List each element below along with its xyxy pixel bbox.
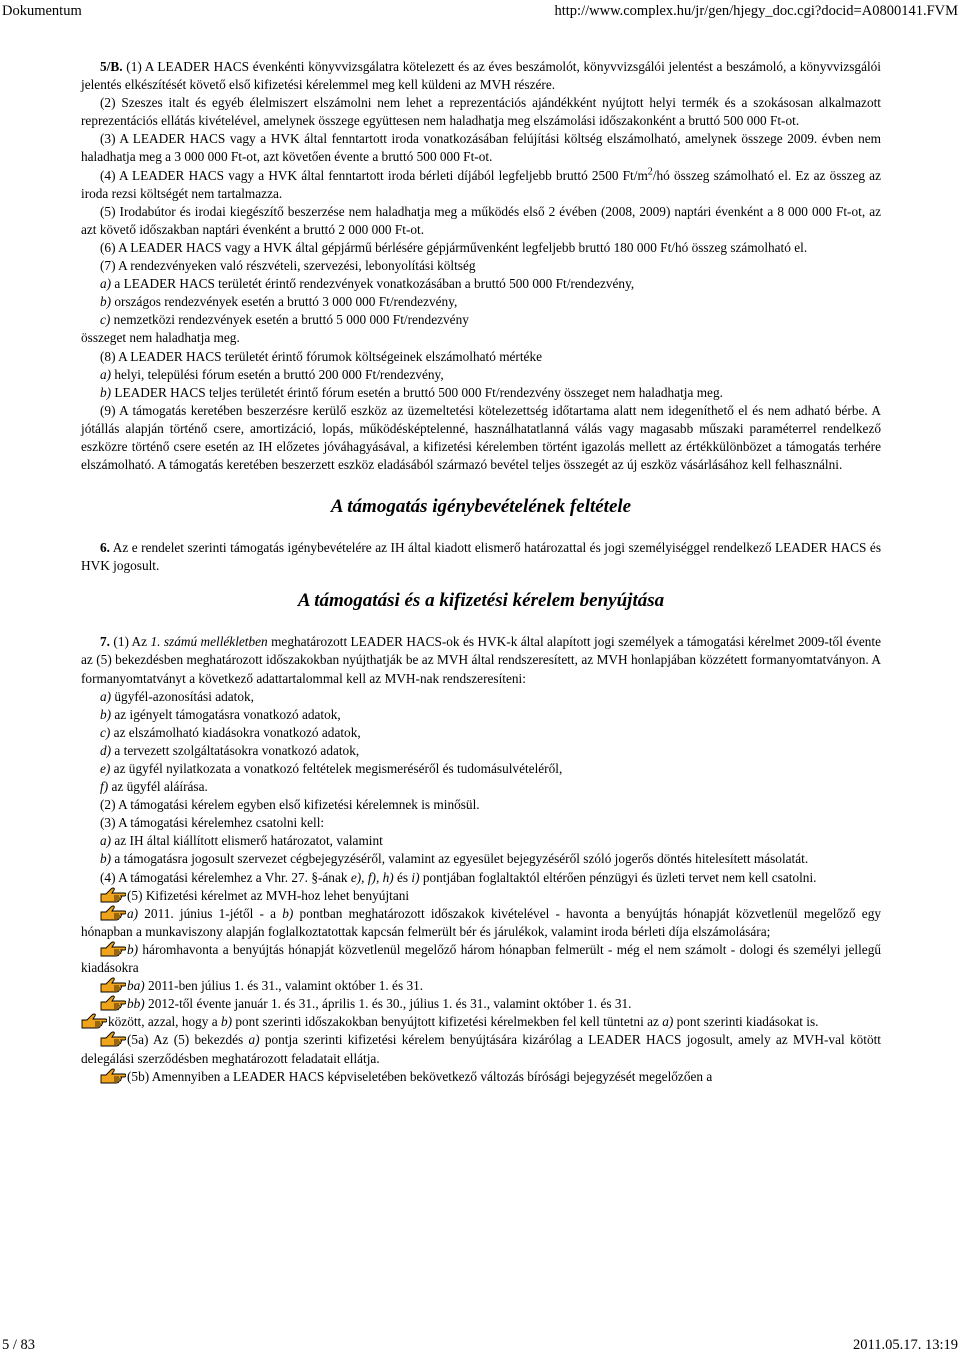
list-marker: c)	[100, 312, 111, 328]
closing-text-b: pont szerinti időszakokban benyújtott kifizetési kérelmekben fel kell tüntetni az	[232, 1014, 663, 1030]
list-item-text: a támogatásra jogosult szervezet cégbejegyzéséről, valamint az egyesület bejegyzéséről szóló jogerős döntés hitelesített másolatát.	[111, 851, 809, 867]
header-title: Dokumentum	[2, 3, 82, 19]
section-5b-paragraph-4	[81, 167, 881, 203]
section-7-paragraph-3: (3) A támogatási kérelemhez csatolni kell:	[100, 815, 325, 831]
section-7-item-a	[81, 688, 881, 706]
list-item-text: a tervezett szolgáltatásokra vonatkozó adatok,	[111, 742, 360, 758]
list-item-text: az elszámolható kiadásokra vonatkozó adatok,	[110, 724, 361, 740]
section-5b-p4-text-a: (4) A LEADER HACS vagy a HVK által fenntartott iroda bérleti díjából legfeljebb bruttó 2500 Ft/m	[100, 167, 648, 183]
section-7-p5-item-a	[81, 905, 881, 941]
document-body	[81, 58, 881, 1086]
page-number: 5 / 83	[2, 1337, 36, 1353]
section-7-p4-text-b: és	[393, 869, 412, 885]
list-marker: d)	[100, 742, 112, 758]
pointing-hand-icon	[81, 1013, 107, 1029]
section-5b-paragraph-9: (9) A támogatás keretében beszerzésre kerülő eszköz az üzemeltetési kötelezettség időtartama alatt nem idegeníthető el és nem adható bérbe. A jótállás alapján történő csere, amortizáció, lopás, működésképtelenné, használhatatlanná válás vagy magasabb műszaki paraméterrel rendelkező eszközre történő csere esetén az IH előzetes jóváhagyásával, a kifizetési kérelemben történt igazolás mellett az értékkülönbözet a támogatás terhére elszámolható. A támogatás keretében beszerzett eszköz eladásából származó bevétel teljes összegét az új eszköz vásárlásához kell felhasználni.	[81, 402, 881, 473]
section-6-paragraph	[81, 539, 881, 575]
page-footer	[0, 1333, 960, 1357]
pointing-hand-icon	[100, 905, 126, 921]
section-7-item-e	[81, 760, 881, 778]
section-5b-p7-item-b	[81, 293, 881, 311]
paragraph-5b-text: (5b) Amennyiben a LEADER HACS képviseletében bekövetkező változás bírósági bejegyzését megelőzően a	[127, 1068, 713, 1084]
section-heading-1: A támogatás igénybevételének feltétele	[330, 496, 632, 518]
list-marker: f)	[100, 779, 109, 795]
paragraph-5a-text-b: pontja szerinti kifizetési kérelem benyújtására kizárólag a LEADER HACS jogosult, amely az MVH-val kötött delegálási szerződésben meghatározott feladatait ellátja.	[81, 1032, 881, 1066]
section-7-p1-text-a: (1) Az	[109, 634, 151, 650]
section-5b-paragraph-5: (5) Irodabútor és irodai kiegészítő beszerzése nem haladhatja meg a működés első 2 évében (2008, 2009) naptári évenként a 8 000 000 Ft-ot, az azt követő időszakban naptári évenként a bruttó 2 000 000 Ft-ot.	[81, 203, 881, 237]
list-marker: bb)	[127, 996, 145, 1012]
section-5b-paragraph-8: (8) A LEADER HACS területét érintő fórumok költségeinek elszámolható mértéke	[100, 348, 543, 364]
section-5b-p4-text-b: /hó összeg számolható el. Ez az összeg az iroda rezsi költségét nem tartalmazza.	[81, 167, 881, 201]
section-7-number: 7.	[100, 634, 110, 650]
section-7-p4-text-c: pontjában foglaltaktól eltérően pénzügyi és üzleti tervet nem kell csatolni.	[419, 869, 817, 885]
pointing-hand-icon	[100, 977, 126, 993]
section-7-p5-item-b	[81, 941, 881, 977]
list-item-text: 2011-ben július 1. és 31., valamint október 1. és 31.	[144, 978, 424, 994]
list-item-text: 2011. június 1-jétől - a	[138, 905, 283, 921]
list-item-text: nemzetközi rendezvények esetén a bruttó 5 000 000 Ft/rendezvény	[110, 312, 469, 328]
section-6-number: 6.	[100, 540, 110, 556]
list-marker: b)	[100, 294, 112, 310]
page-header	[0, 0, 960, 22]
section-5b-paragraph-1	[81, 58, 881, 94]
section-7-paragraph-5a	[81, 1031, 881, 1067]
section-7-item-f	[81, 778, 881, 796]
list-item-text: LEADER HACS teljes területét érintő fórum esetén a bruttó 500 000 Ft/rendezvény összeget nem haladhatja meg.	[111, 384, 723, 400]
section-7-paragraph-1	[81, 633, 881, 687]
list-marker: a)	[100, 276, 112, 292]
list-marker: b)	[100, 851, 112, 867]
section-5b-p7-item-c	[81, 311, 881, 329]
section-7-p3-item-a	[81, 832, 881, 850]
section-7-p5-item-ba	[81, 977, 881, 995]
section-5b-p8-item-a	[81, 366, 881, 384]
point-reference: a)	[248, 1032, 260, 1048]
paragraph-5a-text-a: (5a) Az (5) bekezdés	[127, 1032, 249, 1048]
list-item-text: az ügyfél aláírása.	[108, 779, 208, 795]
section-5b-p1-text: (1) A LEADER HACS évenkénti könyvvizsgálatra kötelezett és az éves beszámolót, könyvvizsgálói jelentést a beszámoló, a könyvvizsgálói jelentés elkészítését követő első kifizetési kérelemmel meg kell küldeni az MVH részére.	[81, 59, 882, 93]
list-item-text: a LEADER HACS területét érintő rendezvények vonatkozásában a bruttó 500 000 Ft/rendezvény,	[111, 276, 635, 292]
list-item-text: pontban meghatározott időszakok kivételével - havonta a benyújtás hónapját közvetlenül megelőző egy hónapban a munkaviszony alapján foglalkoztatottak kapcsán felmerült bér és járulékok, valamint iroda bérleti díja elszámolására;	[81, 905, 881, 939]
list-item-text: az igényelt támogatásra vonatkozó adatok,	[111, 706, 341, 722]
list-item-text: az IH által kiállított elismerő határozatot, valamint	[111, 833, 383, 849]
pointing-hand-icon	[100, 1068, 126, 1084]
section-7-p3-item-b	[81, 850, 881, 868]
section-7-item-d	[81, 742, 881, 760]
list-item-text: ügyfél-azonosítási adatok,	[111, 688, 254, 704]
list-item-text: helyi, települési fórum esetén a bruttó 200 000 Ft/rendezvény,	[111, 366, 444, 382]
list-item-text: háromhavonta a benyújtás hónapját közvetlenül megelőző három hónapban felmerült - még el nem számolt - dologi és személyi jellegű kiadásokra	[81, 941, 881, 976]
header-url: http://www.complex.hu/jr/gen/hjegy_doc.cgi?docid=A0800141.FVM	[554, 3, 958, 19]
point-reference: e), f), h)	[350, 869, 394, 885]
point-reference: b)	[282, 905, 294, 921]
list-marker: a)	[100, 833, 112, 849]
list-marker: a)	[100, 366, 112, 382]
point-reference: a)	[662, 1014, 674, 1030]
pointing-hand-icon	[100, 941, 126, 957]
section-7-item-c	[81, 724, 881, 742]
annex-reference: 1. számú mellékletben	[150, 634, 268, 650]
list-item-text: országos rendezvények esetén a bruttó 3 000 000 Ft/rendezvény,	[111, 294, 458, 310]
section-7-p5-item-bb	[81, 995, 881, 1013]
section-7-p1-text-b: meghatározott LEADER HACS-ok és HVK-k által alapított jogi személyek a támogatási kérelmet 2009-től évente az (5) bekezdésben meghatározott időszakokban nyújthatják be az MVH által rendszeresített, az MVH honlapjában közzétett formanyomtatványon. A formanyomtatványt a következő adattartalommal kell az MVH-nak rendszeresíteni:	[81, 634, 881, 686]
section-5b-paragraph-6: (6) A LEADER HACS vagy a HVK által gépjármű bérlésére gépjárművenként legfeljebb bruttó 180 000 Ft/hó összeg számolható el.	[100, 239, 808, 255]
list-marker: ba)	[127, 978, 145, 994]
section-5b-p8-item-b	[81, 384, 881, 402]
section-7-p5-text: (5) Kifizetési kérelmet az MVH-hoz lehet benyújtani	[127, 887, 410, 903]
section-7-p5-closing	[81, 1013, 881, 1031]
section-7-item-b	[81, 706, 881, 724]
section-7-paragraph-5	[81, 887, 881, 905]
section-6-text: Az e rendelet szerinti támogatás igénybevételére az IH által kiadott elismerő határozattal és jogi személyiséggel rendelkező LEADER HACS és HVK jogosult.	[81, 540, 881, 574]
section-7-p4-text-a: (4) A támogatási kérelemhez a Vhr. 27. §-ának	[100, 869, 351, 885]
list-item-text: az ügyfél nyilatkozata a vonatkozó feltételek megismeréséről és tudomásulvételéről,	[110, 761, 563, 776]
pointing-hand-icon	[100, 887, 126, 903]
section-5b-p7-end: összeget nem haladhatja meg.	[81, 330, 240, 346]
list-marker: a)	[127, 905, 139, 921]
point-reference: b)	[220, 1014, 233, 1030]
list-marker: b)	[100, 706, 112, 722]
section-5b-p4-superscript: 2	[647, 166, 653, 178]
list-marker: a)	[100, 688, 112, 704]
section-5b-paragraph-7: (7) A rendezvényeken való részvételi, szervezési, lebonyolítási költség	[100, 258, 476, 274]
section-7-paragraph-4	[81, 869, 881, 887]
section-7-paragraph-2: (2) A támogatási kérelem egyben első kifizetési kérelemnek is minősül.	[100, 797, 480, 813]
section-5b-number: 5/B.	[100, 59, 123, 74]
section-7-paragraph-5b	[81, 1068, 881, 1086]
section-5b-p7-item-a	[81, 275, 881, 293]
pointing-hand-icon	[100, 995, 126, 1011]
list-marker: e)	[100, 761, 111, 776]
section-5b-paragraph-3: (3) A LEADER HACS vagy a HVK által fenntartott iroda vonatkozásában felújítási költség elszámolható, amelynek összege 2009. évben nem haladhatja meg a 3 000 000 Ft-ot, azt követően évente a bruttó 500 000 Ft-ot.	[81, 131, 881, 165]
list-marker: b)	[127, 941, 139, 957]
print-timestamp: 2011.05.17. 13:19	[853, 1337, 958, 1353]
closing-text-a: között, azzal, hogy a	[108, 1014, 221, 1030]
closing-text-c: pont szerinti kiadásokat is.	[673, 1014, 819, 1030]
list-marker: b)	[100, 384, 112, 400]
point-reference: i)	[411, 869, 420, 885]
list-item-text: 2012-től évente január 1. és 31., április 1. és 30., július 1. és 31., valamint október 1. és 31.	[144, 996, 632, 1012]
section-heading-2: A támogatási és a kifizetési kérelem benyújtása	[297, 590, 665, 612]
list-marker: c)	[100, 724, 111, 740]
pointing-hand-icon	[100, 1031, 126, 1047]
section-5b-paragraph-2: (2) Szeszes italt és egyéb élelmiszert elszámolni nem lehet a reprezentációs ajándékként nyújtott helyi termék és a szokásosan alkalmazott reprezentációs ellátás kivételével, amelynek összege együttesen nem haladhatja meg elszámolási időszakonként a bruttó 500 000 Ft-ot.	[81, 95, 881, 129]
